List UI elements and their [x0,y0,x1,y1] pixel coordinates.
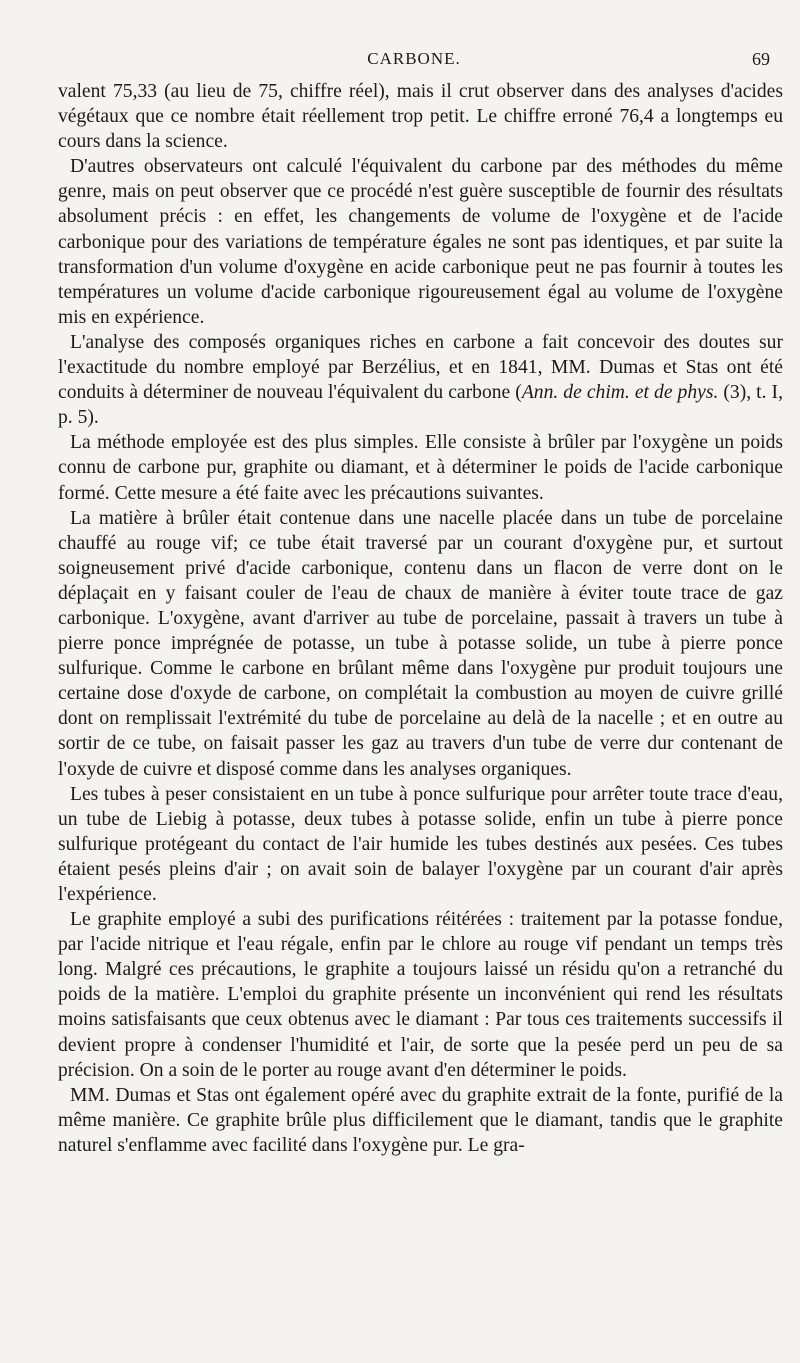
paragraph-3 [58,330,783,430]
paragraph-6: Les tubes à peser consistaient en un tube à ponce sulfurique pour arrêter toute trace d'eau, un tube de Liebig à potasse, deux tubes à potasse solide, enfin un tube à pierre ponce sulfurique protégeant du contact de l'air humide les tubes destinés aux pesées. Ces tubes étaient pesés pleins d'air ; on avait soin de balayer l'oxygène par un courant d'air après l'expérience. [58,783,783,905]
page-number: 69 [752,49,770,69]
citation-journal: Ann. de chim. et de phys. [521,382,719,404]
paragraph-8: MM. Dumas et Stas ont également opéré avec du graphite extrait de la fonte, purifié de la même manière. Ce graphite brûle plus difficilement que le diamant, tandis que le graphite naturel s'enflamme avec facilité dans l'oxygène pur. Le gra- [58,1084,783,1156]
citation-ref: (3), t. I, p. 5). [58,382,783,429]
paragraph-1: valent 75,33 (au lieu de 75, chiffre réel), mais il crut observer dans des analyses d'acides végétaux que ce nombre était réellement trop petit. Le chiffre erroné 76,4 a longtemps eu cours dans la science. [58,81,783,153]
running-title: CARBONE. [367,49,461,68]
body-text [58,79,783,1158]
paragraph-4: La méthode employée est des plus simples. Elle consiste à brûler par l'oxygène un poids connu de carbone pur, graphite ou diamant, et à déterminer le poids de l'acide carbonique formé. Cette mesure a été faite avec les précautions suivantes. [58,432,783,504]
paragraph-7: Le graphite employé a subi des purifications réitérées : traitement par la potasse fondue, par l'acide nitrique et l'eau régale, enfin par le chlore au rouge vif pendant un temps très long. Malgré ces précautions, le graphite a toujours laissé un résidu qu'on a retranché du poids de la matière. L'emploi du graphite présente un inconvénient qui rend les résultats moins satisfaisants que ceux obtenus avec le diamant : Par tous ces traitements successifs il devient propre à condenser l'humidité et l'air, de sorte que la pesée perd un peu de sa précision. On a soin de le porter au rouge avant d'en déterminer le poids. [58,909,783,1081]
page-header [58,49,770,73]
paragraph-2: D'autres observateurs ont calculé l'équivalent du carbone par des méthodes du même genre, mais on peut observer que ce procédé n'est guère susceptible de fournir des résultats absolument précis : en effet, les changements de volume de l'oxygène et de l'acide carbonique pour des variations de température égales ne sont pas identiques, et par suite la transformation d'un volume d'oxygène en acide carbonique peut ne pas fournir à toutes les températures un volume d'acide carbonique rigoureusement égal au volume de l'oxygène mis en expérience. [58,156,783,328]
paragraph-3-text: L'analyse des composés organiques riches en carbone a fait concevoir des doutes sur l'exactitude du nombre employé par Berzélius, et en 1841, MM. Dumas et Stas ont été conduits à déterminer de nouveau l'équivalent du carbone ( [58,331,783,404]
paragraph-5: La matière à brûler était contenue dans une nacelle placée dans un tube de porcelaine chauffé au rouge vif; ce tube était traversé par un courant d'oxygène pur, et surtout soigneusement privé d'acide carbonique, contenu dans un flacon de verre dont on le déplaçait en y faisant couler de l'eau de chaux de manière à éviter toute trace de gaz carbonique. L'oxygène, avant d'arriver au tube de porcelaine, passait à travers un tube à pierre ponce imprégnée de potasse, un tube à potasse solide, un tube à pierre ponce sulfurique. Comme le carbone en brûlant même dans l'oxygène pur produit toujours une certaine dose d'oxyde de carbone, on complétait la combustion au moyen de cuivre grillé dont on remplissait l'extrémité du tube de porcelaine au delà de la nacelle ; et en outre au sortir de ce tube, on faisait passer les gaz au travers d'un tube de verre dur contenant de l'oxyde de cuivre et disposé comme dans les analyses organiques. [58,507,783,780]
